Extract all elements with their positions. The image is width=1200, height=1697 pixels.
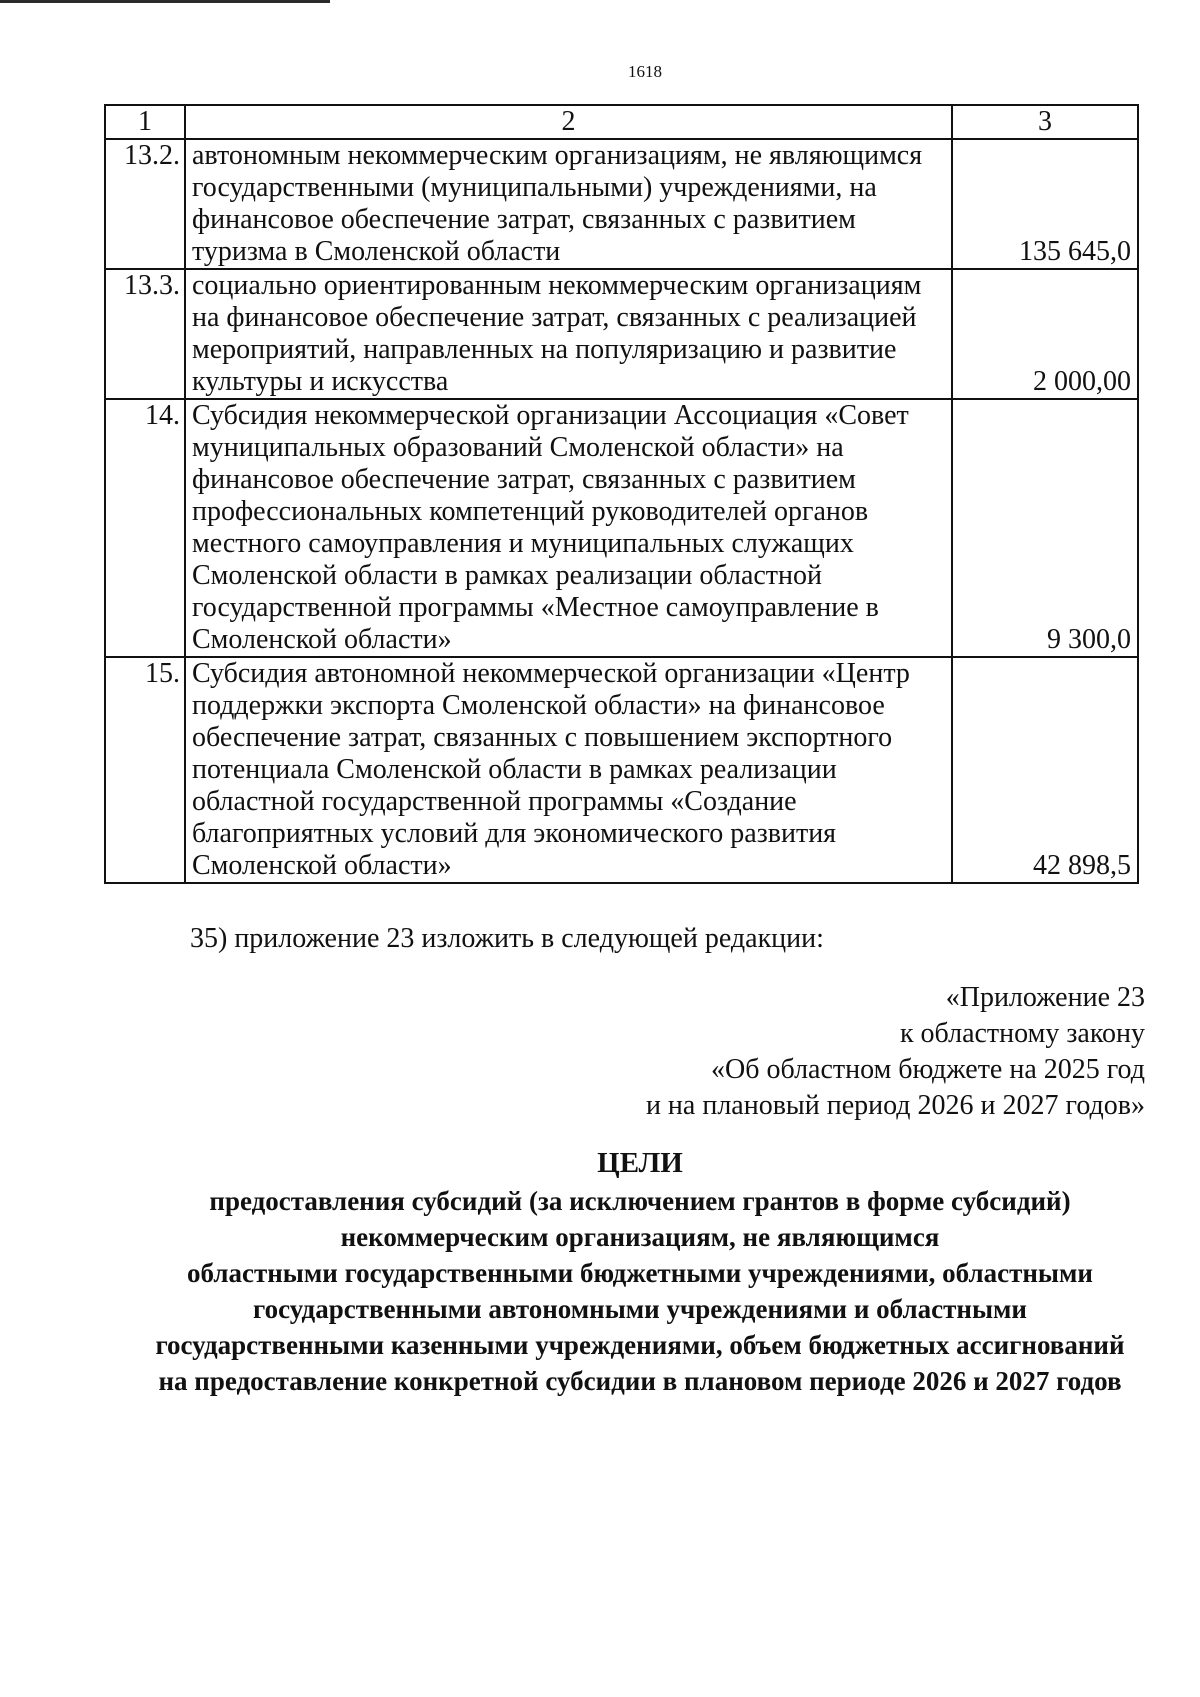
description-line: областной государственной программы «Создание (192, 786, 797, 817)
row-number: 13.3. (105, 269, 185, 399)
description-line: государственной программы «Местное самоуправление в (192, 592, 879, 623)
description-line: мероприятий, направленных на популяризацию и развитие (192, 334, 897, 365)
table-row (105, 139, 1138, 269)
description-line: обеспечение затрат, связанных с повышением экспортного (192, 722, 893, 753)
description-line: Смоленской области в рамках реализации областной (192, 560, 822, 591)
annex-line: к областному закону (899, 1018, 1145, 1049)
description-line: Субсидия автономной некоммерческой организации «Центр (192, 658, 910, 689)
description-line: автономным некоммерческим организациям, не являющимся (192, 140, 923, 171)
header-col-3: 3 (952, 105, 1138, 139)
description-line: культуры и искусства (192, 366, 449, 397)
row-amount: 2 000,00 (952, 269, 1138, 399)
description-line: государственными (муниципальными) учреждениями, на (192, 172, 877, 203)
table-header-row (105, 105, 1138, 139)
amendment-note: 35) приложение 23 изложить в следующей редакции: (190, 923, 824, 954)
description-line: Смоленской области» (192, 624, 452, 655)
description-line: финансовое обеспечение затрат, связанных с развитием (192, 204, 856, 235)
description-line: поддержки экспорта Смоленской области» на финансовое (192, 690, 885, 721)
row-description (185, 139, 952, 269)
heading-line: государственными автономными учреждениями и областными (253, 1294, 1027, 1324)
row-number: 13.2. (105, 139, 185, 269)
row-amount: 42 898,5 (952, 657, 1138, 883)
annex-line: «Об областном бюджете на 2025 год (711, 1054, 1145, 1085)
row-number: 14. (105, 399, 185, 657)
description-line: профессиональных компетенций руководителей органов (192, 496, 869, 527)
row-amount: 9 300,0 (952, 399, 1138, 657)
row-amount: 135 645,0 (952, 139, 1138, 269)
heading-title: ЦЕЛИ (597, 1147, 683, 1179)
annex-line: и на плановый период 2026 и 2027 годов» (645, 1090, 1145, 1121)
description-line: муниципальных образований Смоленской области» на (192, 432, 844, 463)
annex-line: «Приложение 23 (945, 982, 1145, 1013)
description-line: Смоленской области» (192, 850, 452, 881)
description-line: на финансовое обеспечение затрат, связанных с реализацией (192, 302, 917, 333)
annex-reference (646, 980, 1145, 1124)
description-line: финансовое обеспечение затрат, связанных с развитием (192, 464, 856, 495)
description-line: местного самоуправления и муниципальных служащих (192, 528, 854, 559)
heading-line: областными государственными бюджетными учреждениями, областными (187, 1258, 1093, 1288)
table-row (105, 269, 1138, 399)
table-row (105, 657, 1138, 883)
row-number: 15. (105, 657, 185, 883)
description-line: социально ориентированным некоммерческим организациям (192, 270, 922, 301)
page-number: 1618 (628, 62, 662, 81)
description-line: Субсидия некоммерческой организации Ассоциация «Совет (192, 400, 909, 431)
scan-edge-line (0, 0, 330, 3)
description-line: туризма в Смоленской области (192, 236, 561, 267)
heading-line: предоставления субсидий (за исключением грантов в форме субсидий) (209, 1186, 1071, 1216)
table-row (105, 399, 1138, 657)
header-col-1: 1 (105, 105, 185, 139)
heading-line: на предоставление конкретной субсидии в плановом периоде 2026 и 2027 годов (158, 1366, 1122, 1396)
description-line: потенциала Смоленской области в рамках реализации (192, 754, 837, 785)
description-line: благоприятных условий для экономического развития (192, 818, 837, 849)
heading-line: государственными казенными учреждениями, объем бюджетных ассигнований (155, 1330, 1125, 1360)
row-description (185, 399, 952, 657)
header-col-2: 2 (185, 105, 952, 139)
heading-line: некоммерческим организациям, не являющимся (340, 1222, 940, 1252)
row-description (185, 657, 952, 883)
row-description (185, 269, 952, 399)
section-heading (60, 1145, 1200, 1399)
subsidy-table (104, 104, 1139, 884)
